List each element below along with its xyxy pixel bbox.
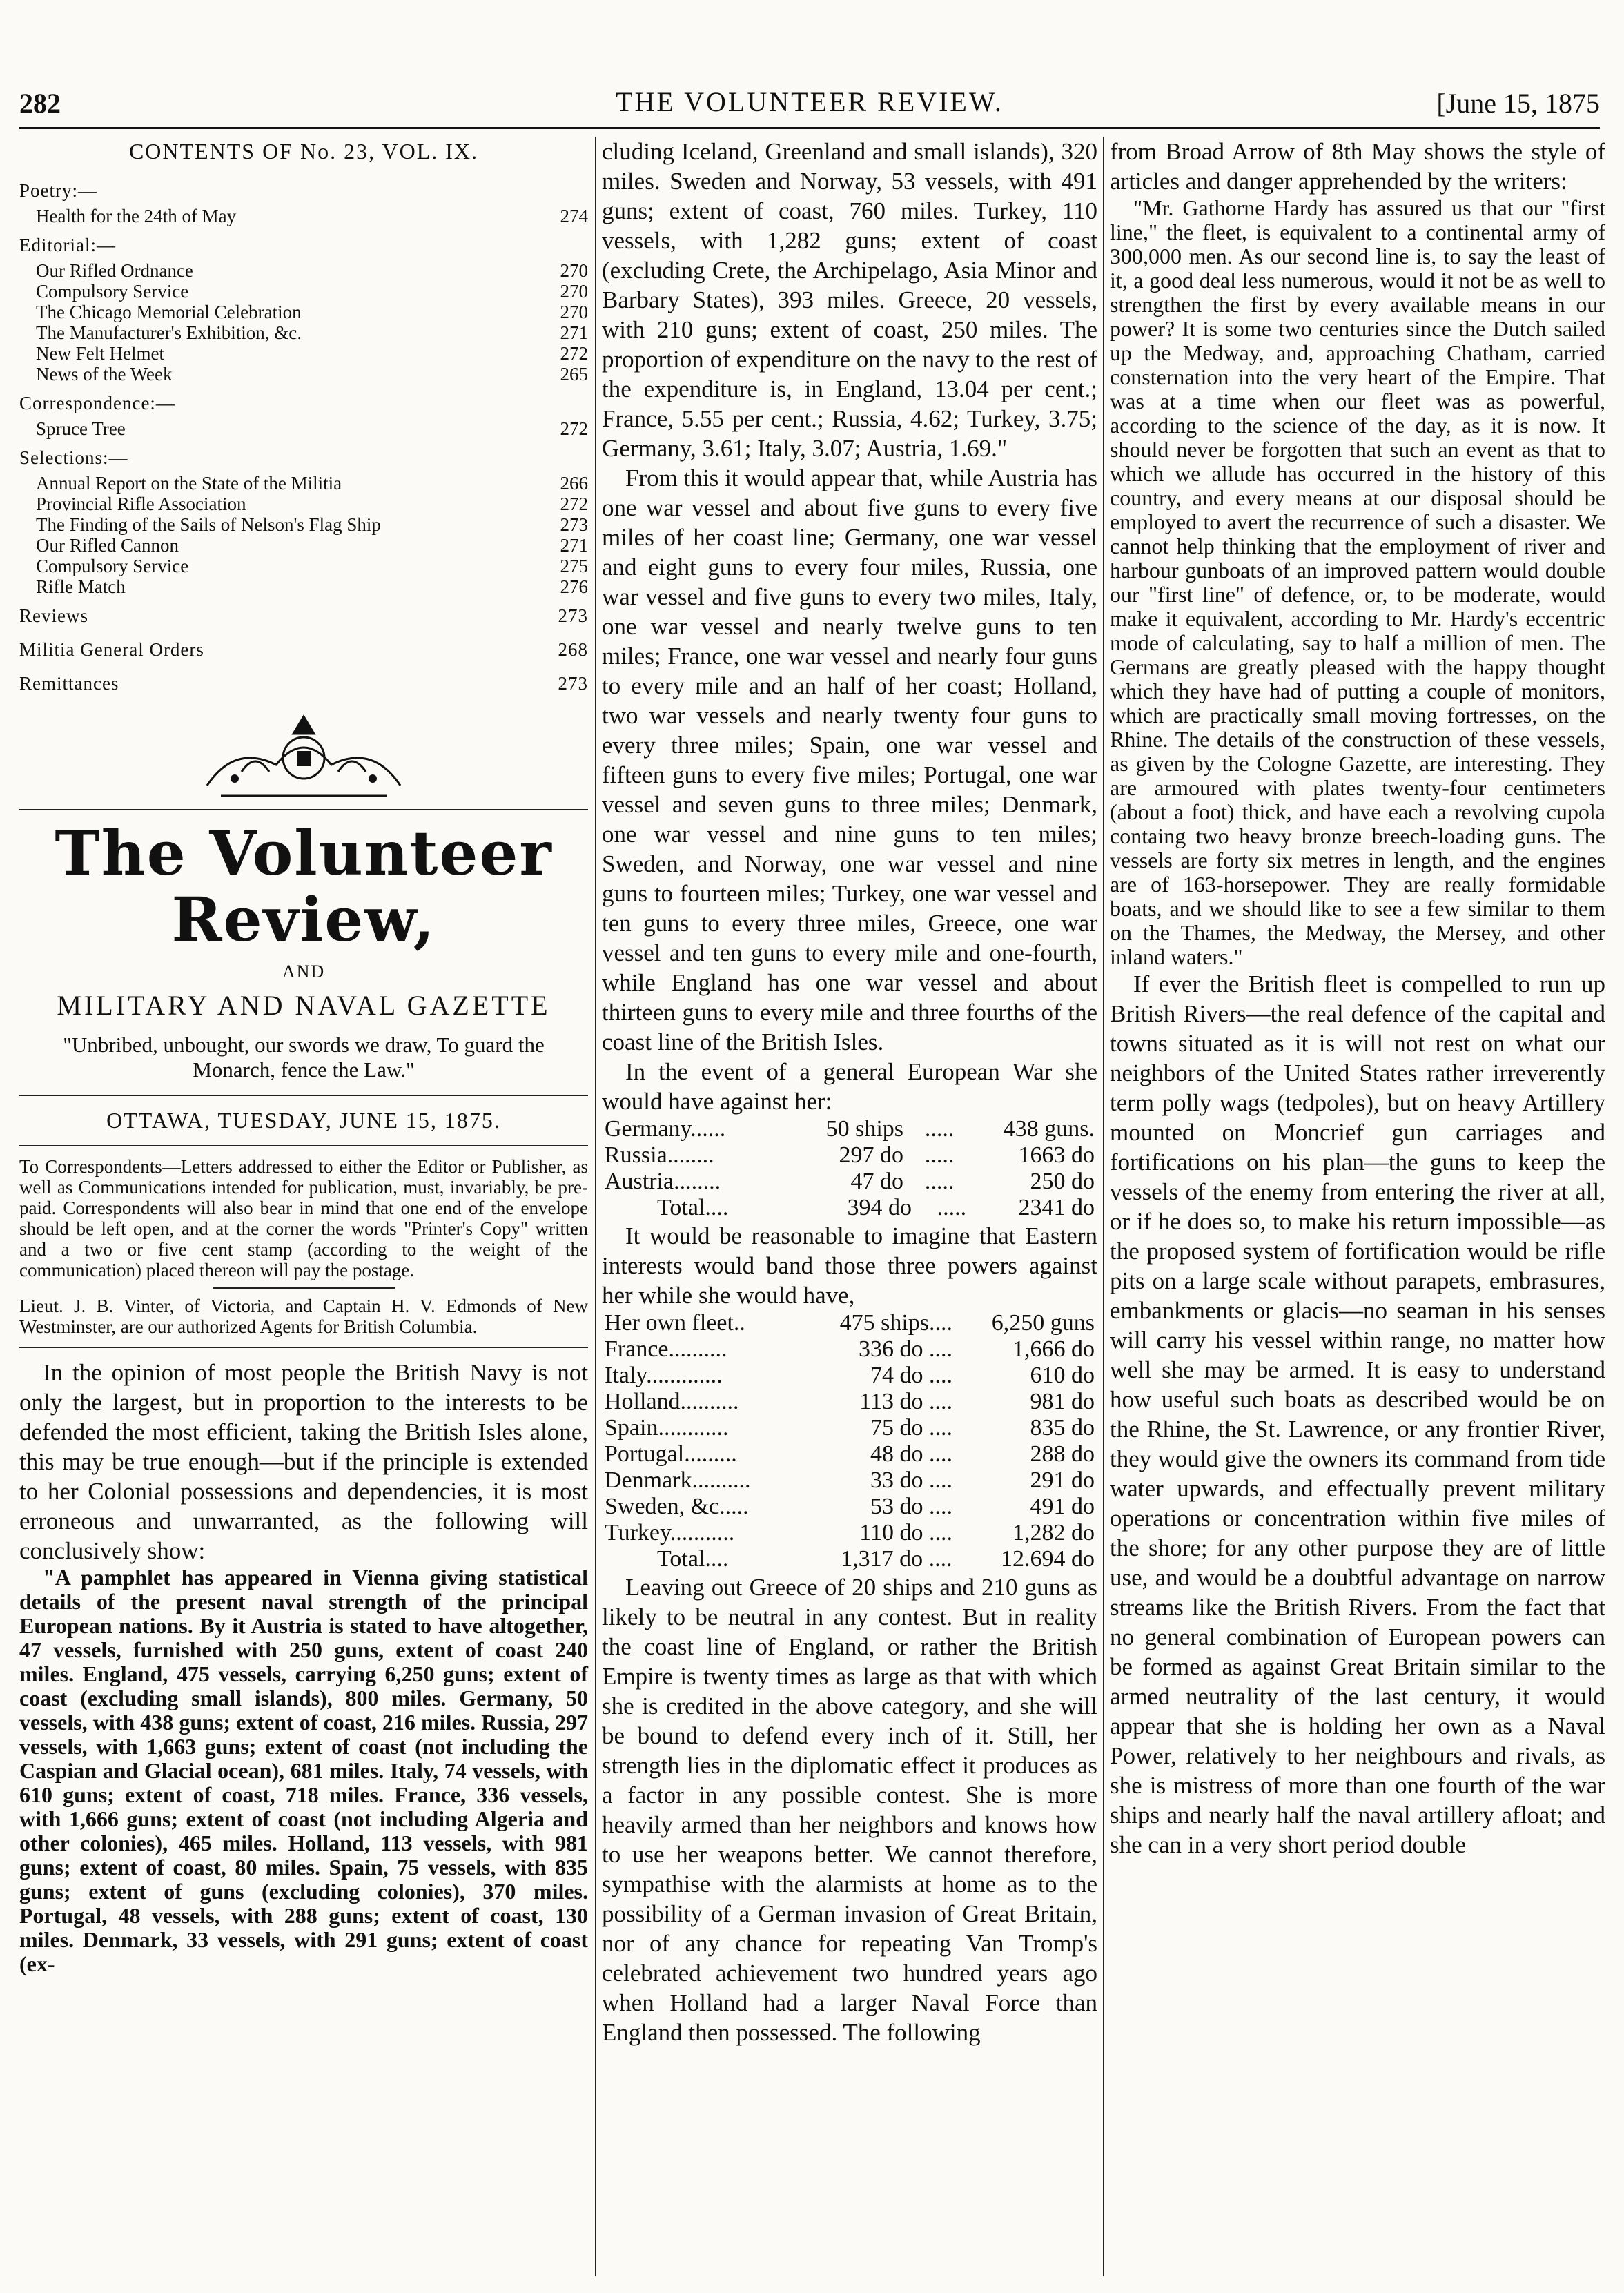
contents-entry-title: The Chicago Memorial Celebration — [36, 302, 302, 322]
contents-entry-title: Our Rifled Ordnance — [36, 260, 193, 281]
contents-entry — [19, 514, 588, 535]
table-cell: 336 do .... — [859, 1336, 953, 1362]
table-cell: 110 do .... — [859, 1520, 953, 1545]
contents-entry-title: Provincial Rifle Association — [36, 494, 246, 514]
table-cell: 291 do — [1030, 1467, 1095, 1493]
short-separator — [213, 1287, 395, 1289]
contents-entry-title: New Felt Helmet — [36, 343, 164, 364]
contents-entry — [19, 418, 588, 439]
contents-entry — [19, 576, 588, 597]
allied-fleet-total — [602, 1546, 1097, 1572]
article-paragraph: from Broad Arrow of 8th May shows the style of articles and danger apprehended by the writers: — [1110, 138, 1605, 195]
contents-page-number: 271 — [560, 322, 588, 343]
contents-page-number: 266 — [560, 473, 588, 494]
table-cell: Russia........ — [605, 1142, 714, 1168]
page-number: 282 — [19, 88, 61, 119]
table-cell: 75 do .... — [870, 1415, 953, 1441]
separator — [19, 1145, 588, 1146]
table-cell: 50 ships — [825, 1116, 904, 1142]
contents-page-number: 265 — [560, 364, 588, 384]
table-cell: Sweden, &c..... — [605, 1494, 749, 1519]
contents-entry-title: The Finding of the Sails of Nelson's Flag Ship — [36, 514, 381, 535]
contents-entry — [19, 473, 588, 494]
article-quote-continued: cluding Iceland, Greenland and small islands), 320 miles. Sweden and Norway, 53 vessels, with 491 guns; extent of coast, 760 miles. Turkey, 110 vessels, with 1,282 guns; extent of coast (excluding Crete, the Archipelago, Asia Minor and Barbary States), 393 miles. Greece, 20 vessels, with 210 guns; extent of coast, 250 miles. The proportion of expenditure on the navy to the rest of the expenditure is, in England, 13.04 per cent.; France, 5.55 per cent.; Russia, 4.62; Turkey, 3.75; Germany, 3.61; Italy, 3.07; Austria, 1.69." — [602, 138, 1097, 462]
column-2 — [602, 137, 1097, 2047]
enemy-fleet-table — [602, 1116, 1097, 1195]
table-row — [602, 1363, 1097, 1389]
issue-dateline: OTTAWA, TUESDAY, JUNE 15, 1875. — [106, 1108, 501, 1133]
contents-page-number: 271 — [560, 535, 588, 556]
table-cell: Spain............ — [605, 1415, 729, 1441]
table-cell: 2341 do — [1018, 1195, 1095, 1220]
contents-page-number: 275 — [560, 556, 588, 576]
table-cell: Her own fleet.. — [605, 1310, 745, 1336]
table-cell: Germany...... — [605, 1116, 726, 1142]
table-cell: 1663 do — [1018, 1142, 1095, 1168]
table-cell: 288 do — [1030, 1441, 1095, 1467]
table-cell: France.......... — [605, 1336, 727, 1362]
contents-page-number: 274 — [560, 206, 588, 226]
contents-page-number: 276 — [560, 576, 588, 597]
total-row — [602, 1195, 1097, 1221]
contents-page-number: 270 — [560, 260, 588, 281]
article-quote: "A pamphlet has appeared in Vienna giving statistical details of the present naval strength of the principal European nations. By it Austria is stated to have altogether, 47 vessels, furnished with 250 guns, extent of coast 240 miles. England, 475 vessels, carrying 6,250 guns; extent of coast (excluding small islands), 800 miles. Germany, 50 vessels, with 438 guns; extent of coast, 216 miles. Russia, 297 vessels, with 1,663 guns; extent of coast (not including the Caspian and Glacial ocean), 681 miles. Italy, 74 vessels, with 610 guns; extent of coast, 718 miles. France, 336 vessels, with 1,666 guns; extent of coast (not including Algeria and other colonies), 465 miles. Holland, 113 vessels, with 981 guns; extent of coast, 80 miles. Spain, 75 vessels, with 835 guns; extent of guns (excluding colonies), 370 miles. Portugal, 48 vessels, with 288 guns; extent of coast, 130 miles. Denmark, 33 vessels, with 291 guns; extent of coast (ex- — [19, 1565, 588, 1976]
table-cell: ..... — [924, 1116, 955, 1142]
table-cell: 438 guns. — [1003, 1116, 1095, 1142]
contents-entry — [19, 556, 588, 576]
table-cell: 394 do — [847, 1195, 912, 1220]
table-cell: 610 do — [1030, 1363, 1095, 1388]
table-cell: 250 do — [1030, 1169, 1095, 1194]
table-cell: 53 do .... — [870, 1494, 953, 1519]
total-row — [602, 1546, 1097, 1572]
contents-entry — [19, 322, 588, 343]
contents-list — [19, 176, 588, 699]
table-row — [602, 1142, 1097, 1169]
separator — [19, 1095, 588, 1096]
table-cell: Denmark.......... — [605, 1467, 751, 1493]
contents-page-number: 272 — [560, 343, 588, 364]
masthead-subtitle: MILITARY AND NAVAL GAZETTE — [57, 990, 551, 1021]
table-cell: ..... — [924, 1169, 955, 1194]
contents-section-label: Reviews — [19, 605, 88, 626]
contents-entry — [19, 206, 588, 226]
masthead-and: AND — [282, 962, 326, 982]
contents-entry — [19, 364, 588, 384]
contents-entry-title: Our Rifled Cannon — [36, 535, 179, 556]
table-cell: 835 do — [1030, 1415, 1095, 1441]
contents-page-number: 272 — [560, 418, 588, 439]
contents-page-number: 270 — [560, 281, 588, 302]
article-paragraph: From this it would appear that, while Austria has one war vessel and about five guns to every five miles of her coast line; Germany, one war vessel and eight guns to every four miles, Russia, one war vessel and five guns to every two miles, Italy, one war vessel and nearly twelve guns to ten miles; France, one war vessel and nearly four guns to every mile and an half of her coast; Holland, two war vessels and nearly twenty four guns to every three miles; Spain, one war vessel and fifteen guns to every five miles; Portugal, one war vessel and seven guns to three miles; Denmark, one war vessel and nine guns to ten miles; Sweden, and Norway, one war vessel and nine guns to fourteen miles; Turkey, one war vessel and ten guns to every three miles, Greece, one war vessel and ten guns to every mile and one-fourth, while England has one war vessel and about thirteen guns to every mile and three fourths of the coast line of the British Isles. — [602, 465, 1097, 1055]
article-quote: "Mr. Gathorne Hardy has assured us that our "first line," the fleet, is equivalent to a continental army of 300,000 men. As our second line is, to say the least of it, a good deal less numerous, would it not be as well to strengthen the first by every available means in our power? It is some two centuries since the Dutch sailed up the Medway, and, approaching Chatham, carried consternation into the very heart of the Empire. That was at a time when our fleet was as powerful, according to the science of the day, as it is now. It should never be forgotten that such an event as that to which we allude has occurred in the history of this country, and every means at our disposal should be employed to avert the recurrence of such a disaster. We cannot help thinking that the employment of river and harbour gunboats of an improved pattern would double our "first line" of defence, or, to be moderate, would make it equivalent, according to Mr. Hardy's eccentric mode of calculating, say to half a million of men. The Germans are greatly pleased with the happy thought which they have had of putting a couple of monitors, which are practically small moving fortresses, on the Rhine. The details of the construction of these vessels, as given by the Cologne Gazette, are interesting. They are armoured with plates twenty-four centimeters (about a foot) thick, and have each a revolving cupola containg two heavy bronze breech-loading guns. The vessels are forty six metres in length, and the engines are of 163-horsepower. They are really formidable boats, and we should like to see a few similar to them on the Thames, the Medway, the Mersey, and other inland waters." — [1110, 195, 1605, 969]
correspondents-notice: To Correspondents—Letters addressed to either the Editor or Publisher, as well as Communications intended for publication, must, invariably, be pre-paid. Correspondents will also bear in mind that one end of the envelope should be left open, and at the corner the words "Printer's Copy" written and a two or five cent stamp (according to the weight of the communication) placed thereon will pay the postage. — [19, 1156, 588, 1280]
table-cell: 297 do — [839, 1142, 904, 1168]
contents-page-number: 273 — [558, 673, 588, 694]
contents-section: Poetry:— — [19, 180, 97, 201]
table-row — [602, 1520, 1097, 1546]
table-cell: 113 do .... — [859, 1389, 953, 1414]
table-cell: Holland.......... — [605, 1389, 739, 1414]
contents-box — [19, 137, 588, 699]
contents-section-label: Militia General Orders — [19, 639, 204, 660]
article-paragraph: It would be reasonable to imagine that Eastern interests would band those three powers against her while she would have, — [602, 1222, 1097, 1309]
separator — [19, 1347, 588, 1348]
table-row — [602, 1116, 1097, 1142]
table-cell: 491 do — [1030, 1494, 1095, 1519]
contents-entry-title: Annual Report on the State of the Militia — [36, 473, 342, 494]
contents-entry-title: The Manufacturer's Exhibition, &c. — [36, 322, 302, 343]
contents-section: Selections:— — [19, 447, 128, 468]
header-rule — [19, 127, 1600, 129]
contents-section-label: Remittances — [19, 673, 119, 694]
table-row — [602, 1389, 1097, 1415]
contents-entry — [19, 494, 588, 514]
contents-entry-title: Compulsory Service — [36, 556, 189, 576]
contents-title: CONTENTS OF No. 23, VOL. IX. — [128, 139, 479, 164]
contents-entry — [19, 260, 588, 281]
table-cell: 1,666 do — [1012, 1336, 1095, 1362]
page-header — [19, 81, 1600, 123]
table-cell: 6,250 guns — [991, 1310, 1095, 1336]
article-paragraph: In the opinion of most people the British Navy is not only the largest, but in proportion to the interests to be defended the most efficient, taking the British Isles alone, this may be true enough—but if the principle is extended to her Colonial possessions and dependencies, it is most erroneous and unwarranted, as the following will conclusively show: — [19, 1359, 588, 1564]
article-paragraph: Leaving out Greece of 20 ships and 210 guns as likely to be neutral in any contest. But in reality the coast line of England, or rather the British Empire is twenty times as large as that with which she is credited in the above category, and she will be bound to defend every inch of it. Still, her strength lies in the diplomatic effect it produces as a factor in any possible contest. She is more heavily armed than her neighbors and knows how to use her weapons better. We cannot therefore, sympathise with the alarmists at home as to the possibility of a German invasion of Great Britain, nor of any chance for repeating Van Tromp's celebrated achievement two hundred years ago when Holland had a larger Naval Force than England then possessed. The following — [602, 1574, 1097, 2046]
table-cell: Total.... — [657, 1195, 729, 1220]
contents-entry — [19, 302, 588, 322]
contents-entry-title: Rifle Match — [36, 576, 126, 597]
table-cell: 1,317 do .... — [841, 1546, 952, 1572]
contents-page-number: 272 — [560, 494, 588, 514]
table-cell: 475 ships.... — [839, 1310, 953, 1336]
contents-page-number: 268 — [558, 639, 588, 660]
contents-entry-title: Spruce Tree — [36, 418, 126, 439]
contents-entry-title: Compulsory Service — [36, 281, 189, 302]
table-cell: ..... — [924, 1142, 955, 1168]
article-paragraph: If ever the British fleet is compelled to run up British Rivers—the real defence of the capital and towns situated as it is will not rest on what our neighbors of the United States rather irreverently term polly wags (tedpoles), but on heavy Artillery mounted on Moncrief gun carriages and fortifications on his plan—the guns to keep the vessels of the enemy from entering the river at all, or if he does so, to make his return impossible—as the proposed system of fortification would be rifle pits on a large scale without parapets, embrasures, embankments or glacis—no seaman in his senses will carry his vessel within range, no matter how well she may be armed. It is easy to understand how useful such boats as described would be on the Rhine, the St. Lawrence, or any frontier River, they would give the owners its command from tide water upwards, and effectually prevent military operations or concentration within five miles of the shore; for any other purpose they are of little use, and would be a doubtful advantage on narrow streams like the British Rivers. From the fact that no general combination of European powers can be formed as against Great Britain similar to the armed neutrality of the last century, it would appear that she is holding her own as a Naval Power, relatively to her neighbours and rivals, as she is mistress of more than one fourth of the war ships and nearly half the naval artillery afloat; and she can in a very short period double — [1110, 970, 1605, 1858]
table-cell: Austria........ — [605, 1169, 721, 1194]
table-cell: 74 do .... — [870, 1363, 953, 1388]
masthead-title: The Volunteer Review, — [55, 817, 553, 955]
column-3 — [1110, 137, 1605, 1860]
table-row — [602, 1494, 1097, 1520]
table-cell: Total.... — [657, 1546, 729, 1572]
contents-section — [19, 669, 588, 699]
separator — [19, 809, 588, 810]
table-row — [602, 1467, 1097, 1494]
enemy-fleet-total — [602, 1195, 1097, 1221]
contents-page-number: 270 — [560, 302, 588, 322]
allied-fleet-table — [602, 1310, 1097, 1546]
table-cell: 1,282 do — [1012, 1520, 1095, 1545]
running-title: THE VOLUNTEER REVIEW. — [616, 86, 1004, 117]
header-date: [June 15, 1875 — [1436, 88, 1600, 119]
agents-notice: Lieut. J. B. Vinter, of Victoria, and Captain H. V. Edmonds of New Westminster, are our authorized Agents for British Columbia. — [19, 1296, 588, 1337]
contents-entry-title: Health for the 24th of May — [36, 206, 237, 226]
contents-entry — [19, 343, 588, 364]
table-row — [602, 1310, 1097, 1336]
table-row — [602, 1169, 1097, 1195]
table-row — [602, 1441, 1097, 1467]
column-divider — [1103, 137, 1104, 2276]
contents-section: Correspondence:— — [19, 393, 175, 413]
contents-section: Editorial:— — [19, 235, 116, 255]
table-cell: Portugal......... — [605, 1441, 737, 1467]
table-cell: Turkey........... — [605, 1520, 735, 1545]
royal-arms-ornament — [193, 703, 414, 806]
contents-section — [19, 601, 588, 631]
contents-page-number: 273 — [558, 605, 588, 626]
column-divider — [595, 137, 596, 2276]
contents-entry — [19, 281, 588, 302]
contents-page-number: 273 — [560, 514, 588, 535]
table-cell: ..... — [937, 1195, 967, 1220]
table-row — [602, 1415, 1097, 1441]
table-cell: 48 do .... — [870, 1441, 953, 1467]
masthead-motto: "Unbribed, unbought, our swords we draw, To guard the Monarch, fence the Law." — [63, 1033, 545, 1082]
article-paragraph: In the event of a general European War she would have against her: — [602, 1058, 1097, 1115]
table-cell: Italy............. — [605, 1363, 723, 1388]
table-row — [602, 1336, 1097, 1363]
contents-entry-title: News of the Week — [36, 364, 173, 384]
contents-entry — [19, 535, 588, 556]
table-cell: 33 do .... — [870, 1467, 953, 1493]
table-cell: 12.694 do — [1001, 1546, 1095, 1572]
table-cell: 981 do — [1030, 1389, 1095, 1414]
table-cell: 47 do — [850, 1169, 904, 1194]
column-1 — [19, 137, 588, 1976]
contents-section — [19, 635, 588, 665]
